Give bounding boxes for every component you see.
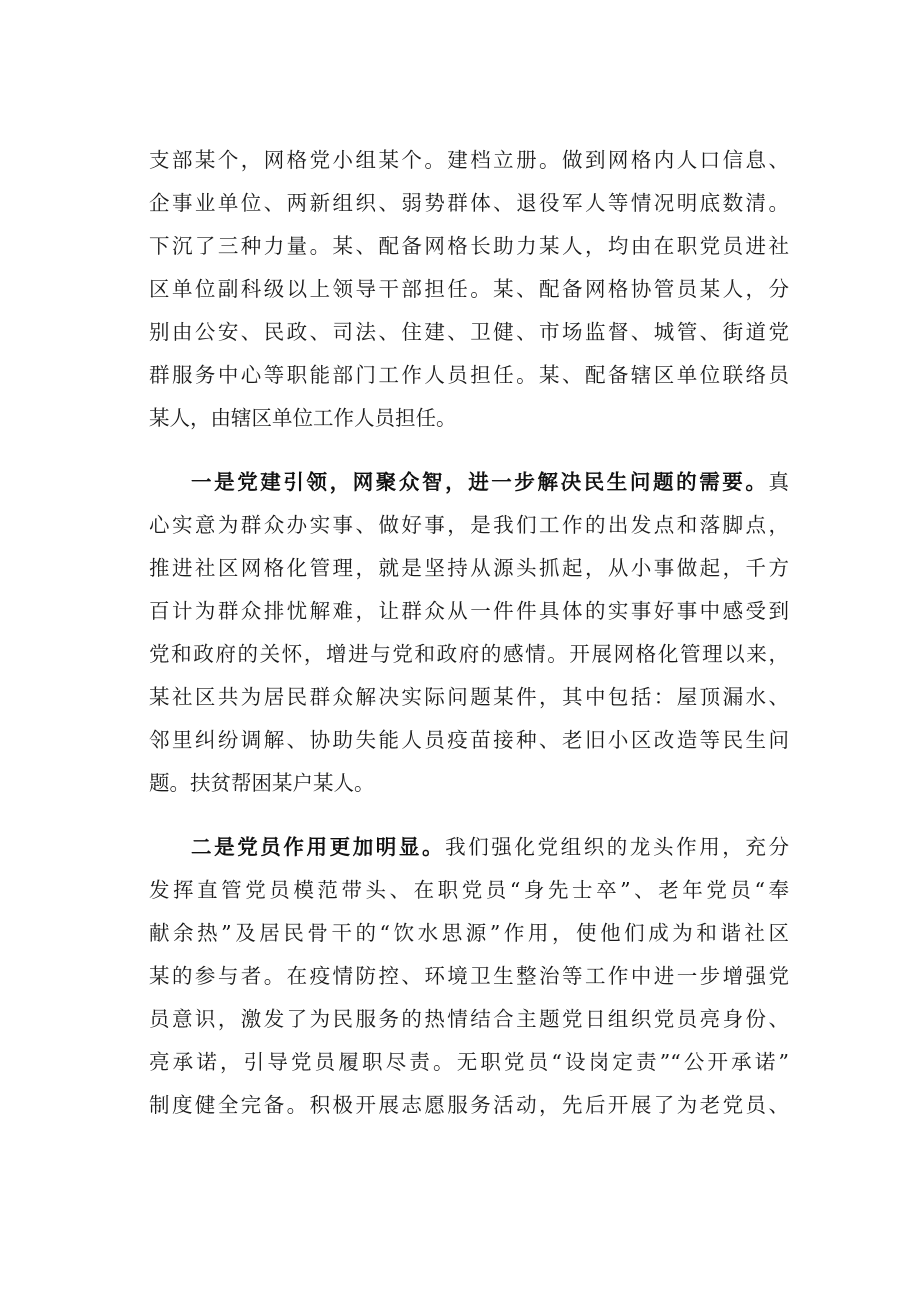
text-line: 某人，由辖区单位工作人员担任。 [149,406,457,430]
text-line: 别由公安、民政、司法、住建、卫健、市场监督、城管、街道党 [149,320,789,344]
text-line: 题。扶贫帮困某户某人。 [149,771,375,795]
text-line: 群服务中心等职能部门工作人员担任。某、配备辖区单位联络员 [149,363,789,387]
text-fragment: 我们强化党组织的龙头作用，充分 [445,835,790,859]
paragraph-first-line [191,462,789,502]
text-line: 亮承诺，引导党员履职尽责。无职党员“设岗定责”“公开承诺” [149,1050,789,1074]
text-line: 心实意为群众办实事、做好事，是我们工作的出发点和落脚点， [149,513,789,537]
paragraph-first-line [191,827,789,867]
text-line: 制度健全完备。积极开展志愿服务活动，先后开展了为老党员、 [149,1093,789,1117]
text-line: 支部某个，网格党小组某个。建档立册。做到网格内人口信息、 [149,148,789,172]
text-line: 区单位副科级以上领导干部担任。某、配备网格协管员某人，分 [149,277,789,301]
text-line: 百计为群众排忧解难，让群众从一件件具体的实事好事中感受到 [149,599,789,623]
text-line: 邻里纠纷调解、协助失能人员疫苗接种、老旧小区改造等民生问 [149,728,789,752]
text-line: 党和政府的关怀，增进与党和政府的感情。开展网格化管理以来， [149,642,789,666]
text-line: 企事业单位、两新组织、弱势群体、退役军人等情况明底数清。 [149,191,789,215]
text-line: 发挥直管党员模范带头、在职党员“身先士卒”、老年党员“奉 [149,878,789,902]
text-line: 某的参与者。在疫情防控、环境卫生整治等工作中进一步增强党 [149,964,789,988]
paragraph-heading: 一是党建引领，网聚众智，进一步解决民生问题的需要。 [191,470,769,494]
text-fragment: 真 [768,470,789,494]
text-line: 献余热”及居民骨干的“饮水思源”作用，使他们成为和谐社区 [149,921,789,945]
text-line: 某社区共为居民群众解决实际问题某件，其中包括：屋顶漏水、 [149,685,789,709]
paragraph-heading: 二是党员作用更加明显。 [191,835,446,859]
text-line: 员意识，激发了为民服务的热情结合主题党日组织党员亮身份、 [149,1007,789,1031]
text-line: 下沉了三种力量。某、配备网格长助力某人，均由在职党员进社 [149,234,789,258]
text-line: 推进社区网格化管理，就是坚持从源头抓起，从小事做起，千方 [149,556,789,580]
